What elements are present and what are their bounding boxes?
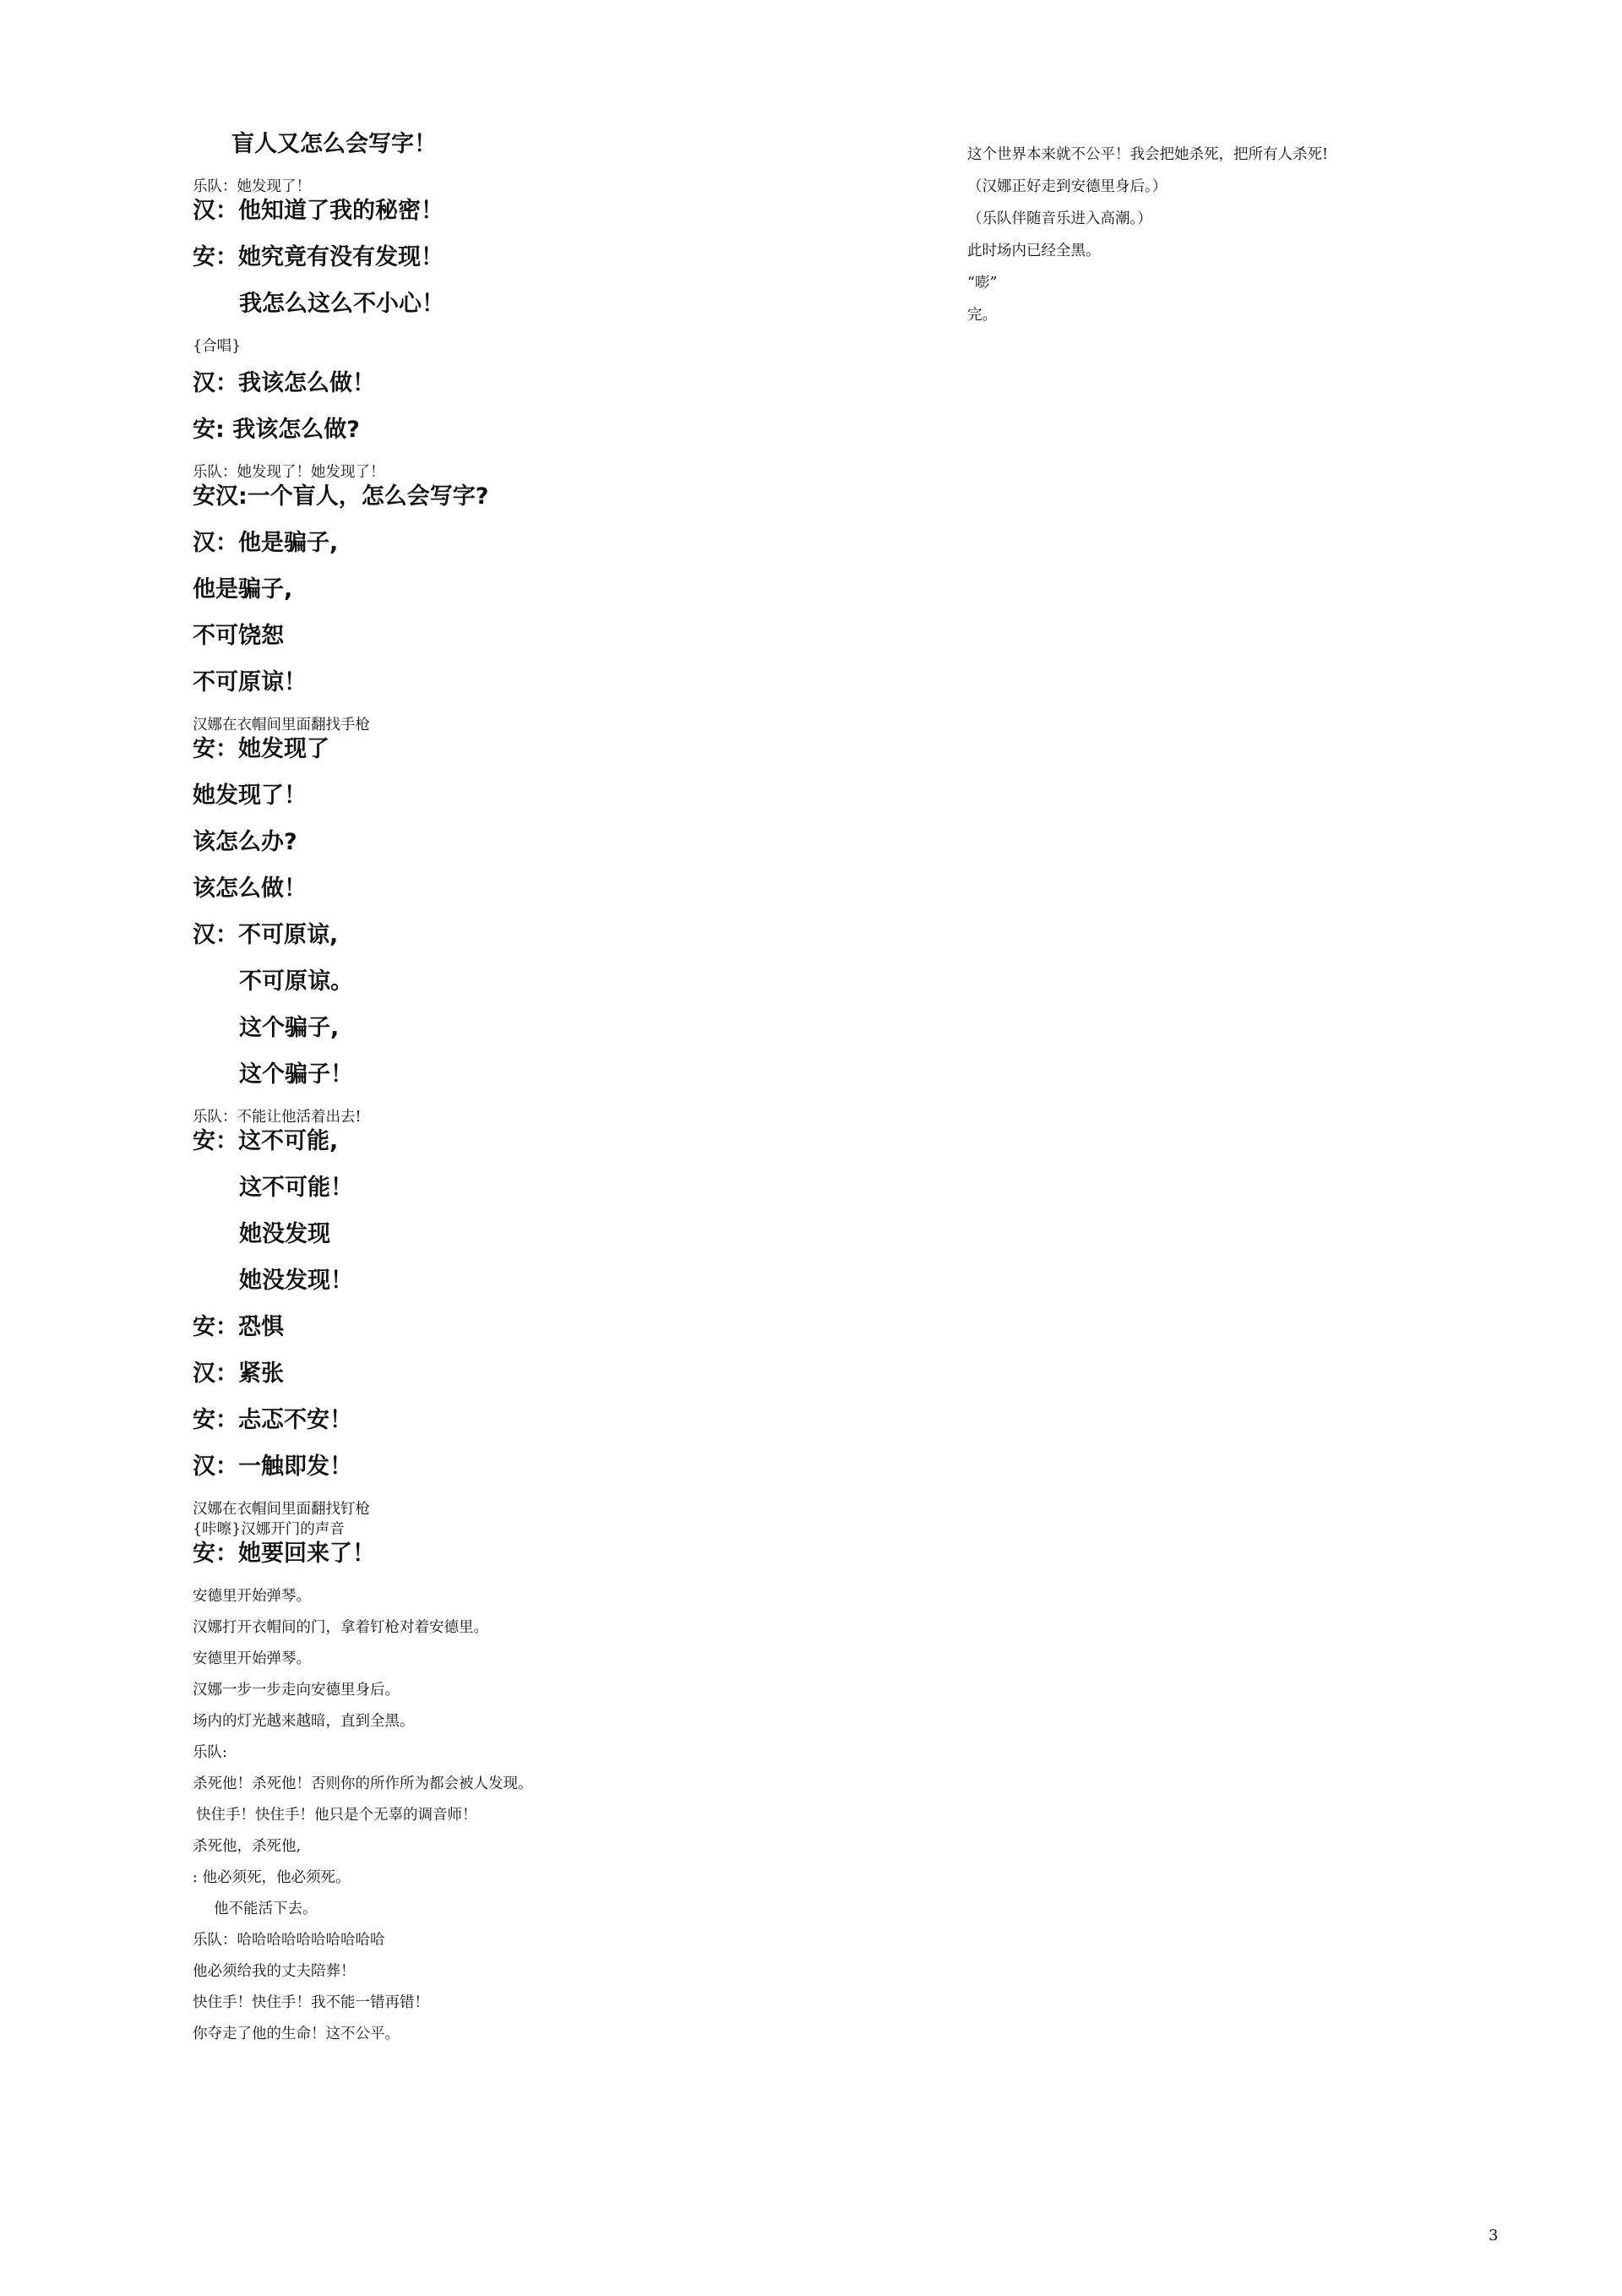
stage-direction: : 他必须死，他必须死。 — [193, 1869, 351, 1886]
script-line: 他是骗子, — [193, 576, 293, 603]
script-line: 安：恐惧 — [193, 1314, 284, 1340]
script-line: 安：她要回来了！ — [193, 1541, 375, 1567]
script-line: 安：她发现了 — [193, 736, 329, 762]
script-line: 汉：我该怎么做！ — [193, 370, 375, 396]
stage-direction: 他不能活下去。 — [214, 1901, 318, 1917]
script-line: 她发现了！ — [193, 783, 307, 809]
script-line: 该怎么办? — [193, 829, 297, 855]
script-line: 安：这不可能, — [193, 1128, 339, 1154]
stage-direction: 杀死他，杀死他, — [193, 1838, 302, 1855]
script-line: 汉：他知道了我的秘密！ — [193, 198, 444, 224]
script-line: 安: 我该怎么做? — [193, 417, 360, 443]
stage-direction: 这个世界本来就不公平！我会把她杀死，把所有人杀死! — [967, 146, 1329, 163]
stage-direction: 完。 — [967, 307, 997, 324]
stage-direction: 安德里开始弹琴。 — [193, 1588, 311, 1605]
script-line: 安：忐忑不安！ — [193, 1407, 352, 1433]
script-line: 安汉:一个盲人，怎么会写字? — [193, 483, 489, 510]
stage-direction: 你夺走了他的生命！这不公平。 — [193, 2026, 400, 2042]
script-line: 汉：他是骗子, — [193, 530, 339, 556]
script-line: 该怎么做！ — [193, 875, 307, 902]
script-line: 这个骗子, — [239, 1015, 340, 1041]
stage-direction: 汉娜在衣帽间里面翻找钉枪 — [193, 1501, 370, 1518]
stage-direction: “嘭” — [967, 275, 998, 292]
right-column — [967, 145, 1559, 338]
stage-direction: 快住手！快住手！我不能一错再错！ — [193, 1994, 429, 2011]
script-line: 盲人又怎么会写字！ — [231, 131, 437, 157]
stage-direction: 汉娜一步一步走向安德里身后。 — [193, 1682, 400, 1699]
stage-direction: 汉娜打开衣帽间的门，拿着钉枪对着安德里。 — [193, 1619, 488, 1636]
stage-direction: 场内的灯光越来越暗，直到全黑。 — [193, 1713, 415, 1730]
script-line: 我怎么这么不小心！ — [239, 291, 444, 317]
stage-direction: 他必须给我的丈夫陪葬！ — [193, 1963, 356, 1980]
stage-direction: 乐队: — [193, 1744, 227, 1761]
stage-direction: 乐队：她发现了！ — [193, 178, 311, 195]
stage-direction: 乐队：她发现了！她发现了！ — [193, 464, 385, 481]
stage-direction: 杀死他！杀死他！否则你的所作所为都会被人发现。 — [193, 1775, 533, 1792]
stage-direction: 汉娜在衣帽间里面翻找手枪 — [193, 717, 370, 734]
script-line: 汉：一触即发！ — [193, 1453, 352, 1480]
stage-direction: （乐队伴随音乐进入高潮。） — [967, 210, 1152, 227]
script-line: 她没发现 — [239, 1221, 330, 1247]
script-line: 安：她究竟有没有发现！ — [193, 244, 444, 270]
script-line: 这不可能！ — [239, 1175, 353, 1201]
stage-direction: 此时场内已经全黑。 — [967, 243, 1101, 259]
stage-direction: （汉娜正好走到安德里身后。） — [967, 178, 1168, 195]
page-number: 3 — [1489, 2227, 1499, 2244]
stage-direction: 安德里开始弹琴。 — [193, 1650, 311, 1667]
script-line: 她没发现！ — [239, 1268, 353, 1294]
script-line: 不可原谅。 — [239, 968, 353, 995]
script-line: 这个骗子！ — [239, 1061, 353, 1088]
script-line: 汉：紧张 — [193, 1361, 284, 1387]
left-column — [193, 131, 936, 2056]
script-line: 不可原谅！ — [193, 669, 307, 695]
script-line: 汉：不可原谅, — [193, 922, 339, 948]
stage-direction: 乐队：不能让他活着出去! — [193, 1109, 362, 1126]
stage-direction: 快住手！快住手！他只是个无辜的调音师！ — [196, 1807, 477, 1824]
stage-direction: {合唱} — [193, 338, 242, 355]
stage-direction: 乐队：哈哈哈哈哈哈哈哈哈哈 — [193, 1932, 385, 1949]
script-line: 不可饶恕 — [193, 623, 284, 649]
stage-direction: {咔嚓}汉娜开门的声音 — [193, 1521, 345, 1538]
